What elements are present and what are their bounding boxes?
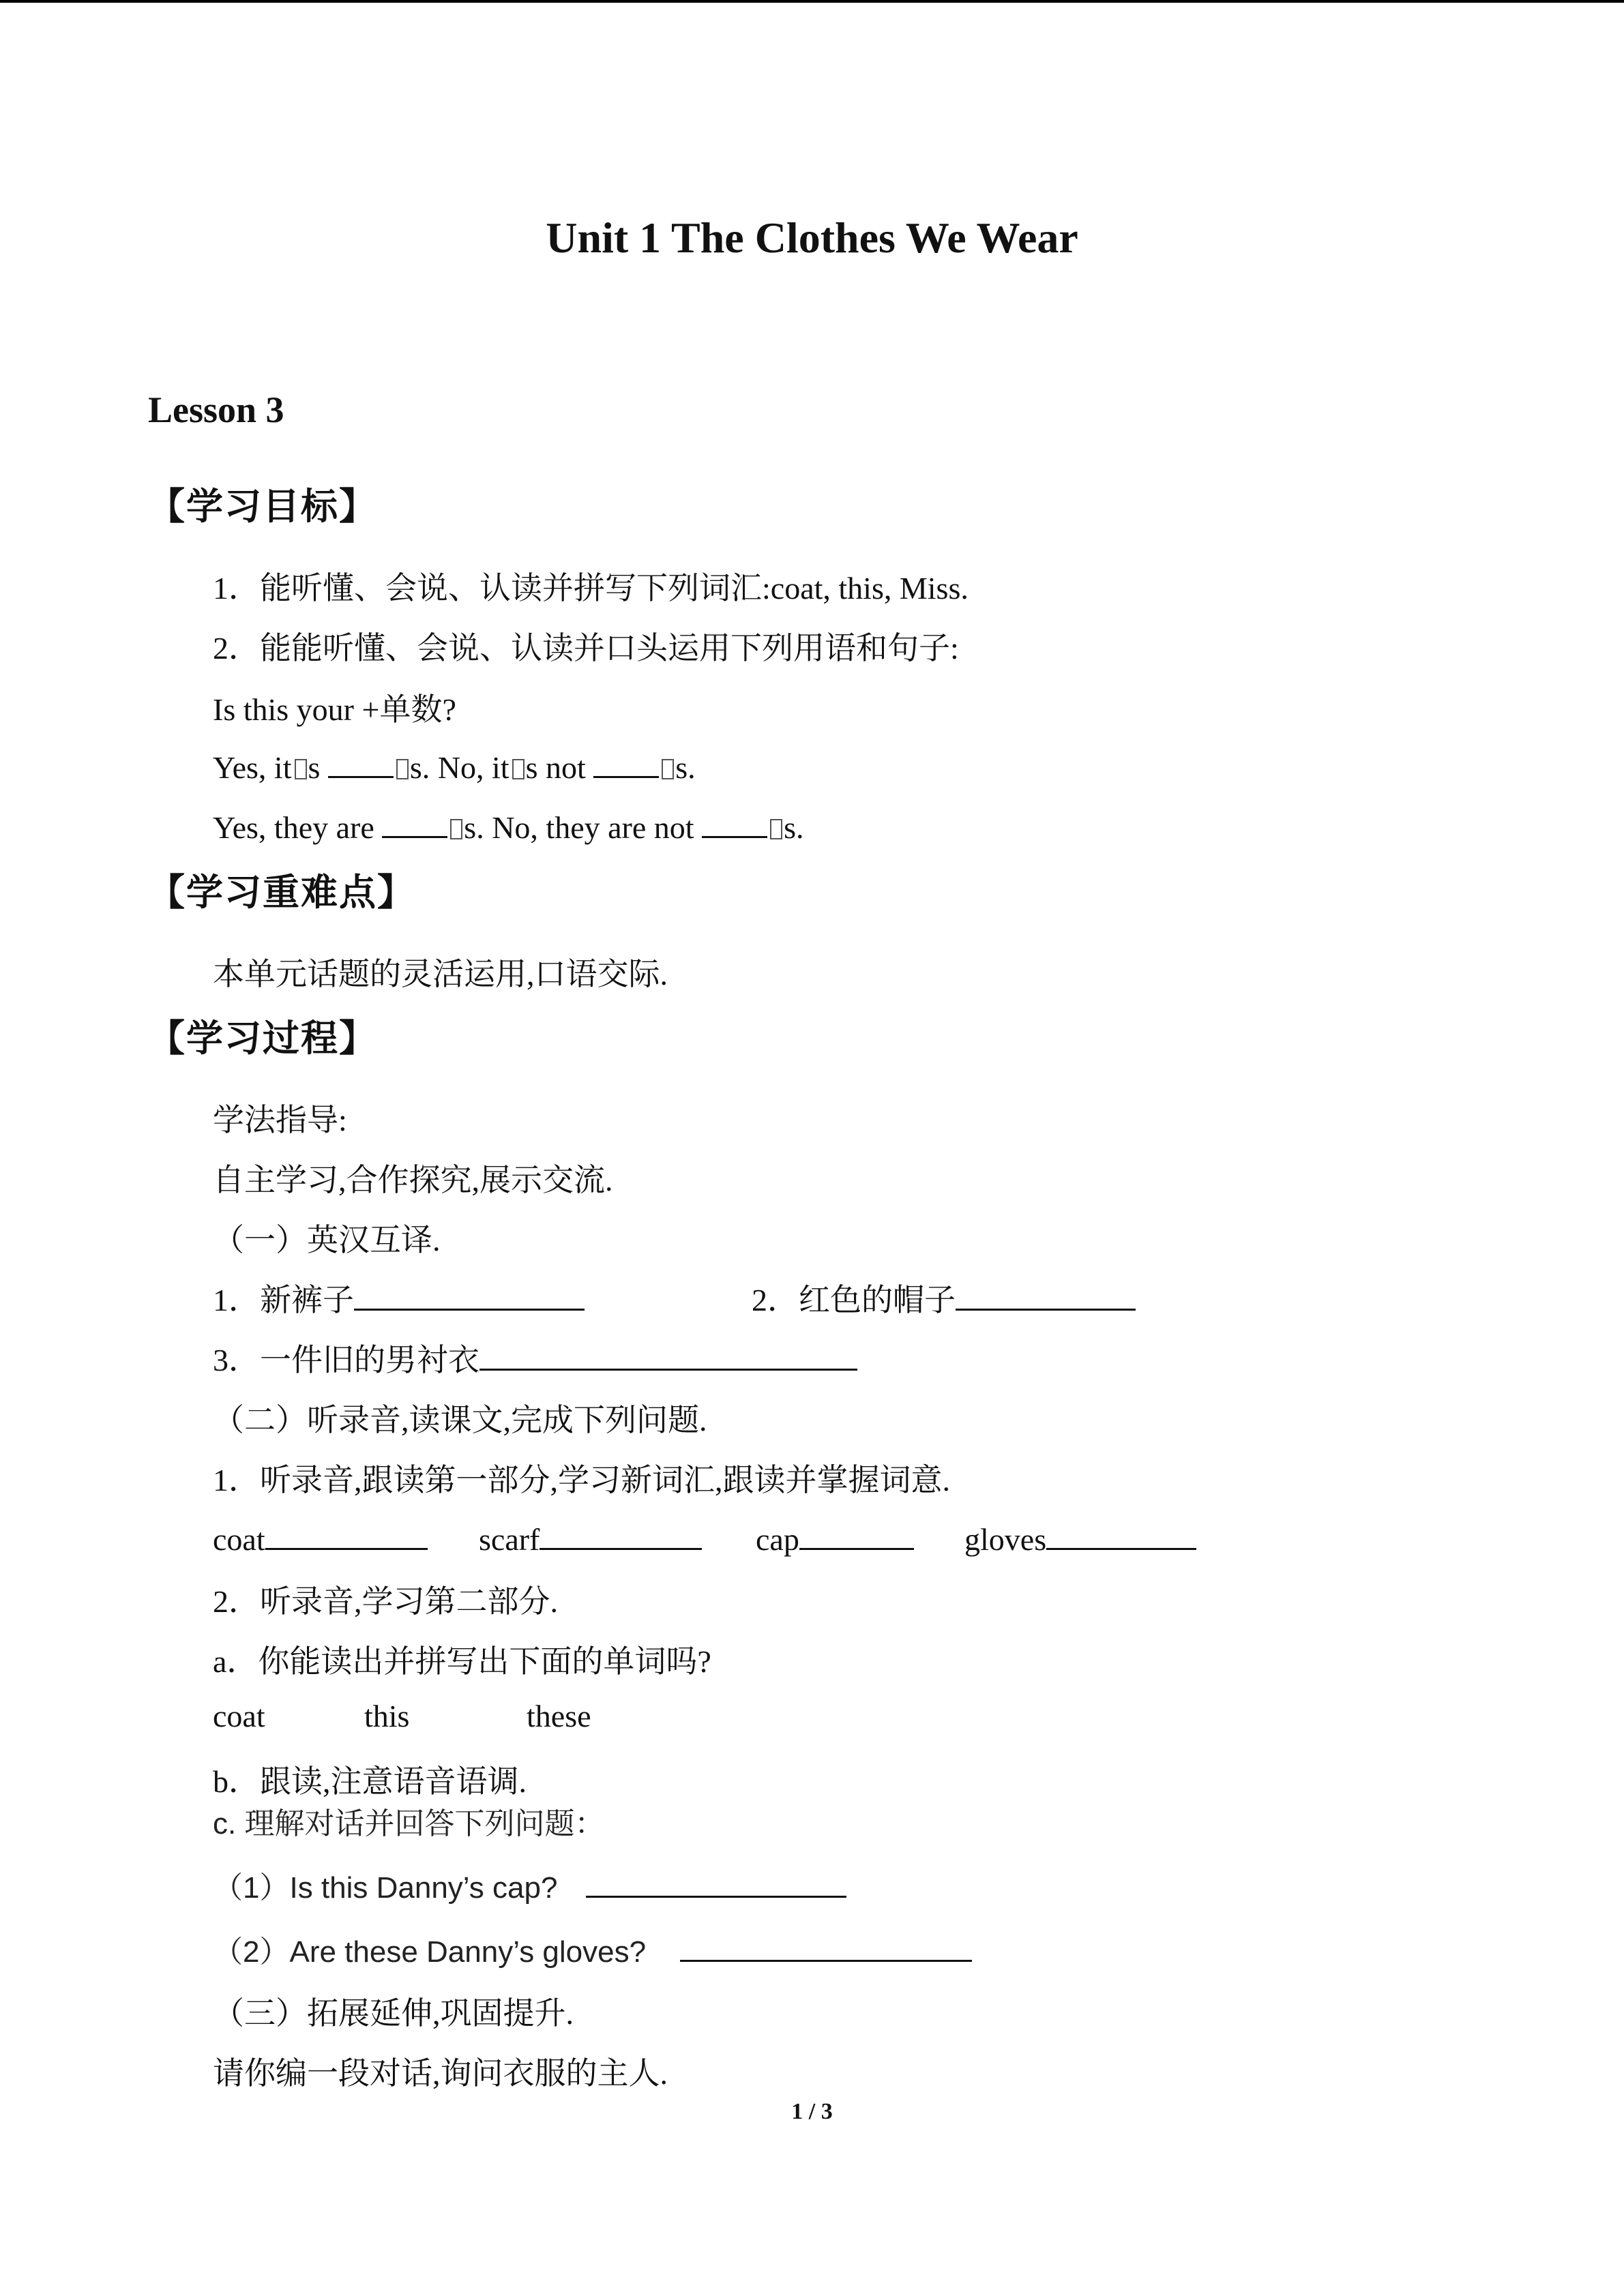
step2-c: c. 理解对话并回答下列问题： (213, 1807, 605, 1840)
translate-question-3 (213, 1335, 857, 1380)
vocab-item-gloves (964, 1518, 1196, 1557)
pattern-text: s. (675, 750, 696, 785)
section-heading-objectives: 【学习目标】 (148, 485, 377, 528)
missing-glyph-box (512, 759, 525, 779)
part3-text: 请你编一段对话,询问衣服的主人. (213, 2056, 668, 2091)
sentence-pattern-1: Is this your +单数? (213, 692, 456, 727)
vocab-blank[interactable] (540, 1518, 702, 1550)
pattern-text: s. No, they are not (464, 810, 703, 845)
word-coat: coat (213, 1699, 265, 1733)
pattern-text: s not (525, 750, 594, 785)
pattern-text: s. No, it (409, 750, 510, 785)
section-heading-process: 【学习过程】 (148, 1017, 377, 1060)
fill-blank[interactable] (328, 746, 394, 778)
missing-glyph-box (662, 759, 674, 779)
question-text: 1．新裤子 (213, 1283, 354, 1317)
page-number: 1 / 3 (791, 2099, 833, 2124)
objective-item-2: 2．能能听懂、会说、认读并口头运用下列用语和句子: (213, 631, 959, 666)
key-points-text: 本单元话题的灵活运用,口语交际. (213, 957, 668, 992)
pattern-text: Yes, it (213, 750, 292, 785)
question-text: 3．一件旧的男衬衣 (213, 1343, 479, 1377)
method-text: 自主学习,合作探究,展示交流. (213, 1163, 613, 1197)
word-this: this (364, 1699, 410, 1733)
answer-blank[interactable] (586, 1866, 846, 1898)
vocab-word: cap (756, 1522, 799, 1557)
vocab-item-coat (213, 1518, 428, 1557)
vocab-word: gloves (964, 1522, 1047, 1557)
method-label: 学法指导: (213, 1103, 347, 1137)
answer-blank[interactable] (354, 1279, 585, 1311)
missing-glyph-box (396, 759, 409, 779)
vocab-blank[interactable] (799, 1518, 914, 1550)
translate-question-2 (752, 1275, 1136, 1320)
translate-question-1 (213, 1275, 585, 1320)
objective-item-1: 1．能听懂、会说、认读并拼写下列词汇:coat, this, Miss. (213, 571, 969, 606)
question-text: 2．红色的帽子 (752, 1283, 956, 1317)
pattern-text: s (308, 750, 328, 785)
part2-step2: 2．听录音,学习第二部分. (213, 1584, 558, 1619)
question-text: （2）Are these Danny’s gloves? (213, 1935, 647, 1969)
vocab-word: scarf (479, 1522, 540, 1557)
vocab-blank[interactable] (1046, 1518, 1196, 1550)
missing-glyph-box (770, 819, 782, 839)
lesson-heading: Lesson 3 (148, 389, 284, 430)
vocab-item-scarf (479, 1518, 702, 1557)
sentence-pattern-3 (213, 806, 803, 846)
step2-b: b．跟读,注意语音语调. (213, 1764, 527, 1799)
part3-title: （三）拓展延伸,巩固提升. (213, 1996, 574, 2031)
step2-a: a．你能读出并拼写出下面的单词吗? (213, 1644, 711, 1679)
pattern-text: Yes, they are (213, 810, 383, 845)
vocab-item-cap (756, 1518, 914, 1557)
fill-blank[interactable] (593, 746, 659, 778)
page-top-border (0, 0, 1624, 3)
sentence-pattern-2 (213, 746, 696, 786)
part1-title: （一）英汉互译. (213, 1223, 441, 1257)
page-title: Unit 1 The Clothes We Wear (546, 213, 1078, 262)
word-these: these (527, 1699, 591, 1733)
question-text: （1）Is this Danny’s cap? (213, 1871, 558, 1905)
dialogue-question-2 (213, 1927, 972, 1971)
fill-blank[interactable] (702, 806, 767, 838)
dialogue-question-1 (213, 1863, 846, 1907)
answer-blank[interactable] (956, 1279, 1136, 1311)
section-heading-key-points: 【学习重难点】 (148, 871, 415, 914)
part2-step1: 1．听录音,跟读第一部分,学习新词汇,跟读并掌握词意. (213, 1463, 950, 1497)
missing-glyph-box (450, 819, 462, 839)
answer-blank[interactable] (479, 1339, 857, 1371)
vocab-blank[interactable] (265, 1518, 428, 1550)
missing-glyph-box (295, 759, 307, 779)
fill-blank[interactable] (382, 806, 447, 838)
vocab-word: coat (213, 1522, 265, 1557)
pattern-text: s. (784, 810, 804, 845)
part2-title: （二）听录音,读课文,完成下列问题. (213, 1403, 707, 1437)
answer-blank[interactable] (680, 1930, 972, 1962)
